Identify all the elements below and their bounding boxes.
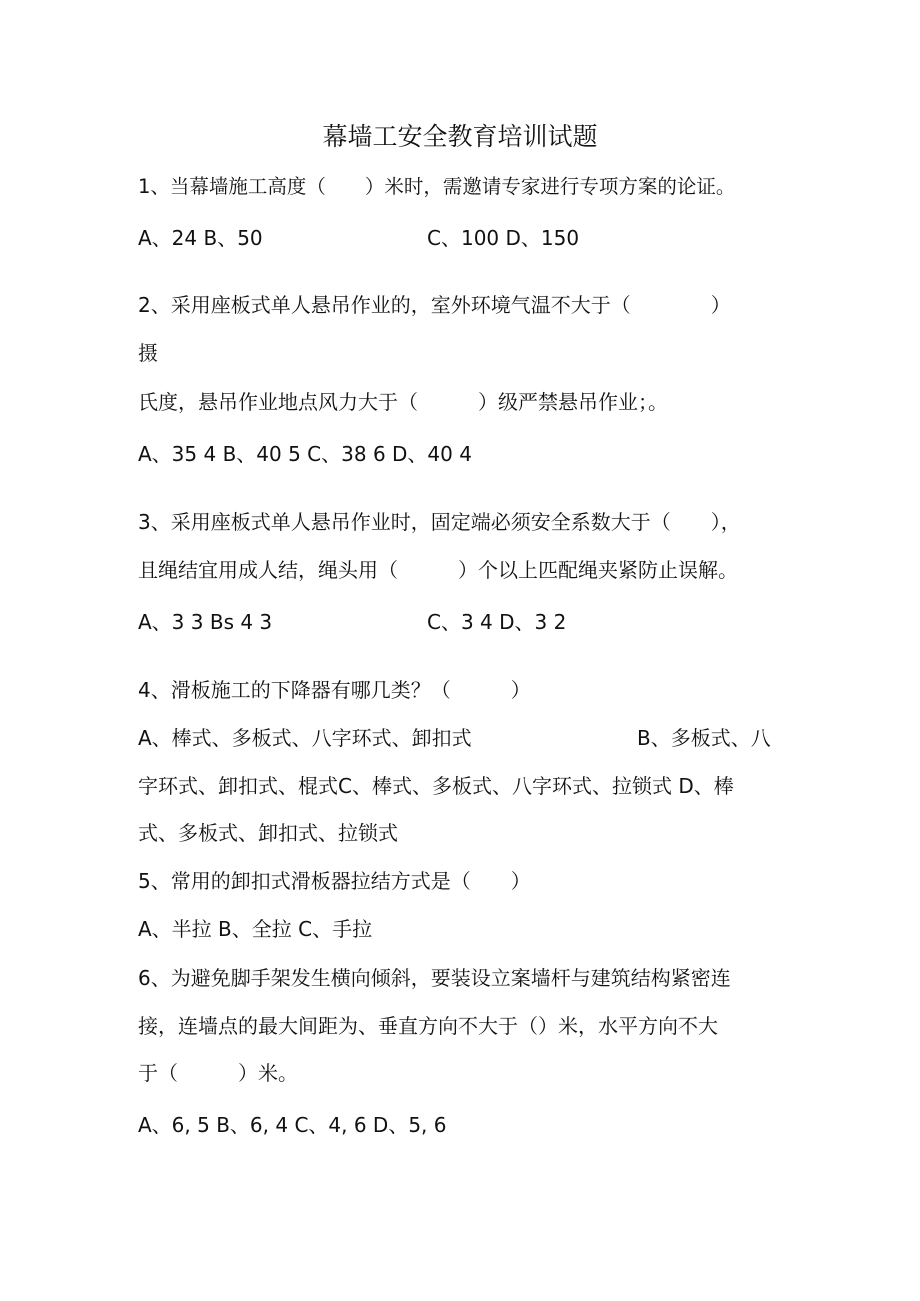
- question-5-stem: 5、常用的卸扣式滑板器拉结方式是（ ）: [138, 869, 531, 893]
- question-4-stem: 4、滑板施工的下降器有哪几类？（ ）: [138, 678, 531, 702]
- question-1-stem: 1、当幕墙施工高度（ ）米时，需邀请专家进行专项方案的论证。: [138, 175, 736, 198]
- document-title: 幕墙工安全教育培训试题: [322, 122, 598, 151]
- question-6-stem-line-3: 于（ ）米。: [138, 1061, 298, 1085]
- question-6-stem-line-1: 6、为避免脚手架发生横向倾斜，要装设立案墙杆与建筑结构紧密连: [138, 966, 731, 990]
- question-2-stem-line-2: 摄: [138, 341, 158, 365]
- question-1-options-a-b: A、24 B、50: [138, 226, 263, 250]
- question-5-options: A、半拉 B、全拉 C、手拉: [138, 917, 373, 941]
- question-6-stem-line-2: 接，连墙点的最大间距为、垂直方向不大于（）米，水平方向不大: [138, 1014, 718, 1038]
- question-2-stem-line-1: 2、采用座板式单人悬吊作业的，室外环境气温不大于（ ）: [138, 293, 731, 317]
- question-4-option-b-start: B、多板式、八: [637, 726, 771, 750]
- question-3-stem-line-1: 3、采用座板式单人悬吊作业时，固定端必须安全系数大于（ ），: [138, 510, 741, 534]
- question-2-stem-line-3: 氏度，悬吊作业地点风力大于（ ）级严禁悬吊作业；。: [138, 390, 668, 414]
- question-1-options-c-d: C、100 D、150: [427, 226, 580, 250]
- question-3-options-a-b: A、3 3 Bs 4 3: [138, 610, 273, 634]
- question-3-stem-line-2: 且绳结宜用成人结，绳头用（ ）个以上匹配绳夹紧防止误解。: [138, 558, 738, 582]
- question-2-options: A、35 4 B、40 5 C、38 6 D、40 4: [138, 442, 472, 466]
- question-3-options-c-d: C、3 4 D、3 2: [427, 610, 567, 634]
- question-4-options-line-2: 字环式、卸扣式、棍式C、棒式、多板式、八字环式、拉锁式 D、棒: [138, 774, 734, 798]
- question-6-options: A、6, 5 B、6, 4 C、4, 6 D、5, 6: [138, 1113, 447, 1137]
- question-4-options-line-3: 式、多板式、卸扣式、拉锁式: [138, 821, 398, 845]
- question-4-option-a: A、棒式、多板式、八字环式、卸扣式: [138, 726, 472, 750]
